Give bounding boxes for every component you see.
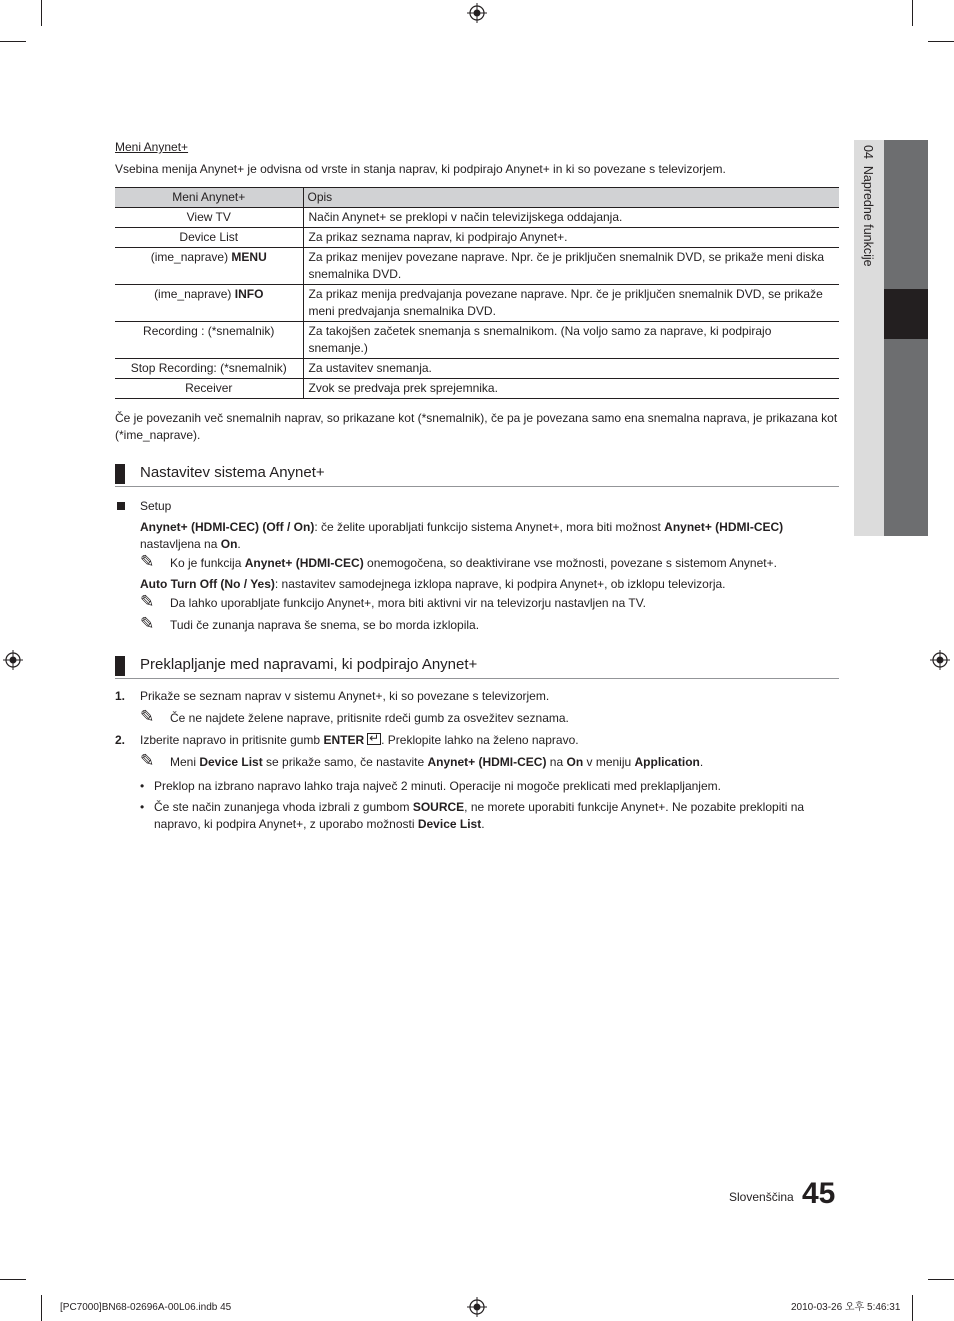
registration-mark-icon: [930, 650, 950, 670]
bullet-switch-time: • Preklop na izbrano napravo lahko traja največ 2 minuti. Operacije ni mogoče preklicati med preklapljanjem.: [140, 779, 721, 793]
crop-mark: [928, 1279, 954, 1280]
note-hdmi-cec-disabled: ✎ Ko je funkcija Anynet+ (HDMI-CEC) onemogočena, so deaktivirane vse možnosti, povezane s sistemom Anynet+.: [140, 552, 777, 571]
table-cell-description: Za takojšen začetek snemanja s snemalnikom. (Na voljo samo za naprave, ki podpirajo snemanje.): [303, 322, 839, 359]
note-pencil-icon: ✎: [140, 614, 155, 633]
chapter-tab-active: [884, 289, 928, 339]
crop-mark: [912, 0, 913, 26]
bullet-dot-icon: •: [140, 779, 145, 793]
table-header-row: [115, 188, 839, 208]
note-pencil-icon: ✎: [140, 751, 155, 770]
step-2: 2. Izberite napravo in pritisnite gumb ENTER↵ . Preklopite lahko na želeno napravo.: [115, 732, 839, 749]
table-cell-description: Način Anynet+ se preklopi v način televizijskega oddajanja.: [303, 208, 839, 228]
table-cell-description: Za prikaz menija predvajanja povezane naprave. Npr. če je priključen snemalnik DVD, se prikaže meni predvajanja snemalnika DVD.: [303, 285, 839, 322]
note-recording-off: ✎ Tudi če zunanja naprava še snema, se bo morda izklopila.: [140, 614, 480, 633]
table-cell-description: Za prikaz menijev povezane naprave. Npr. če je priključen snemalnik DVD, se prikaže meni diska snemalnika DVD.: [303, 248, 839, 285]
table-cell-menu: Stop Recording: (*snemalnik): [115, 359, 303, 379]
section-title-switching: Preklapljanje med napravami, ki podpirajo Anynet+: [115, 655, 839, 679]
menu-heading: Meni Anynet+: [115, 140, 189, 154]
registration-mark-icon: [467, 1297, 487, 1317]
table-cell-description: Za prikaz seznama naprav, ki podpirajo Anynet+.: [303, 228, 839, 248]
registration-mark-icon: [3, 650, 23, 670]
table-note: Če je povezanih več snemalnih naprav, so prikazane kot (*snemalnik), če pa je povezana samo ena snemalna naprava, je prikazana kot (*ime_naprave).: [115, 411, 838, 442]
crop-mark: [41, 1295, 42, 1321]
bullet-source-mode: • Če ste način zunanjega vhoda izbrali z gumbom SOURCE, ne morete uporabiti funkcije Anynet+. Ne pozabite preklopiti na napravo, ki podpira Anynet+, z uporabo možnosti Device List.: [140, 800, 805, 831]
table-row: [115, 359, 839, 379]
note-pencil-icon: ✎: [140, 552, 155, 571]
page-content: [115, 139, 839, 833]
setup-auto-turn-off-paragraph: Auto Turn Off (No / Yes): nastavitev samodejnega izklopa naprave, ki podpira Anynet+, ob izklopu televizorja.: [140, 577, 726, 591]
note-device-list: ✎ Meni Device List se prikaže samo, če nastavite Anynet+ (HDMI-CEC) na On v meniju Application.: [140, 751, 704, 770]
section-bar-icon: [115, 656, 125, 676]
setup-hdmi-cec-paragraph: Anynet+ (HDMI-CEC) (Off / On): če želite uporabljati funkcijo sistema Anynet+, mora biti možnost Anynet+ (HDMI-CEC) nastavljena na On.: [140, 520, 784, 551]
crop-mark: [41, 0, 42, 26]
crop-mark: [0, 1279, 26, 1280]
table-cell-menu: Device List: [115, 228, 303, 248]
step-1: 1. Prikaže se seznam naprav v sistemu Anynet+, ki so povezane s televizorjem.: [115, 689, 550, 703]
setup-item: Setup: [115, 498, 839, 515]
square-bullet-icon: [117, 502, 125, 510]
table-cell-menu: (ime_naprave) MENU: [115, 248, 303, 285]
table-cell-menu: Recording : (*snemalnik): [115, 322, 303, 359]
table-row: [115, 285, 839, 322]
table-cell-menu: (ime_naprave) INFO: [115, 285, 303, 322]
page-number: 45: [802, 1177, 836, 1210]
footer-language: Slovenščina: [729, 1190, 794, 1204]
chapter-tab-label: 04 Napredne funkcije: [861, 145, 875, 267]
section-title-setup: Nastavitev sistema Anynet+: [115, 463, 839, 487]
note-active-source: ✎ Da lahko uporabljate funkcijo Anynet+, mora biti aktivni vir na televizorju nastavljen na TV.: [140, 592, 646, 611]
note-refresh-list: ✎ Če ne najdete želene naprave, pritisnite rdeči gumb za osvežitev seznama.: [140, 707, 569, 726]
table-cell-menu: Receiver: [115, 379, 303, 399]
enter-icon: [367, 733, 381, 745]
table-cell-menu: View TV: [115, 208, 303, 228]
crop-mark: [912, 1295, 913, 1321]
menu-description: Vsebina menija Anynet+ je odvisna od vrste in stanja naprav, ki podpirajo Anynet+ in ki so povezane s televizorjem.: [115, 162, 726, 176]
table-header-description: Opis: [303, 188, 839, 208]
print-slug-file: [PC7000]BN68-02696A-00L06.indb 45: [60, 1302, 232, 1313]
table-row: [115, 379, 839, 399]
note-pencil-icon: ✎: [140, 592, 155, 611]
table-cell-description: Zvok se predvaja prek sprejemnika.: [303, 379, 839, 399]
section-bar-icon: [115, 464, 125, 484]
note-pencil-icon: ✎: [140, 707, 155, 726]
table-header-menu: Meni Anynet+: [115, 188, 303, 208]
table-row: [115, 228, 839, 248]
crop-mark: [928, 41, 954, 42]
crop-mark: [0, 41, 26, 42]
registration-mark-icon: [467, 3, 487, 23]
table-row: [115, 322, 839, 359]
table-row: [115, 248, 839, 285]
table-row: [115, 208, 839, 228]
anynet-menu-table: [115, 187, 839, 399]
print-slug-date: 2010-03-26 오후 5:46:31: [791, 1302, 901, 1313]
bullet-dot-icon: •: [140, 800, 145, 814]
table-cell-description: Za ustavitev snemanja.: [303, 359, 839, 379]
